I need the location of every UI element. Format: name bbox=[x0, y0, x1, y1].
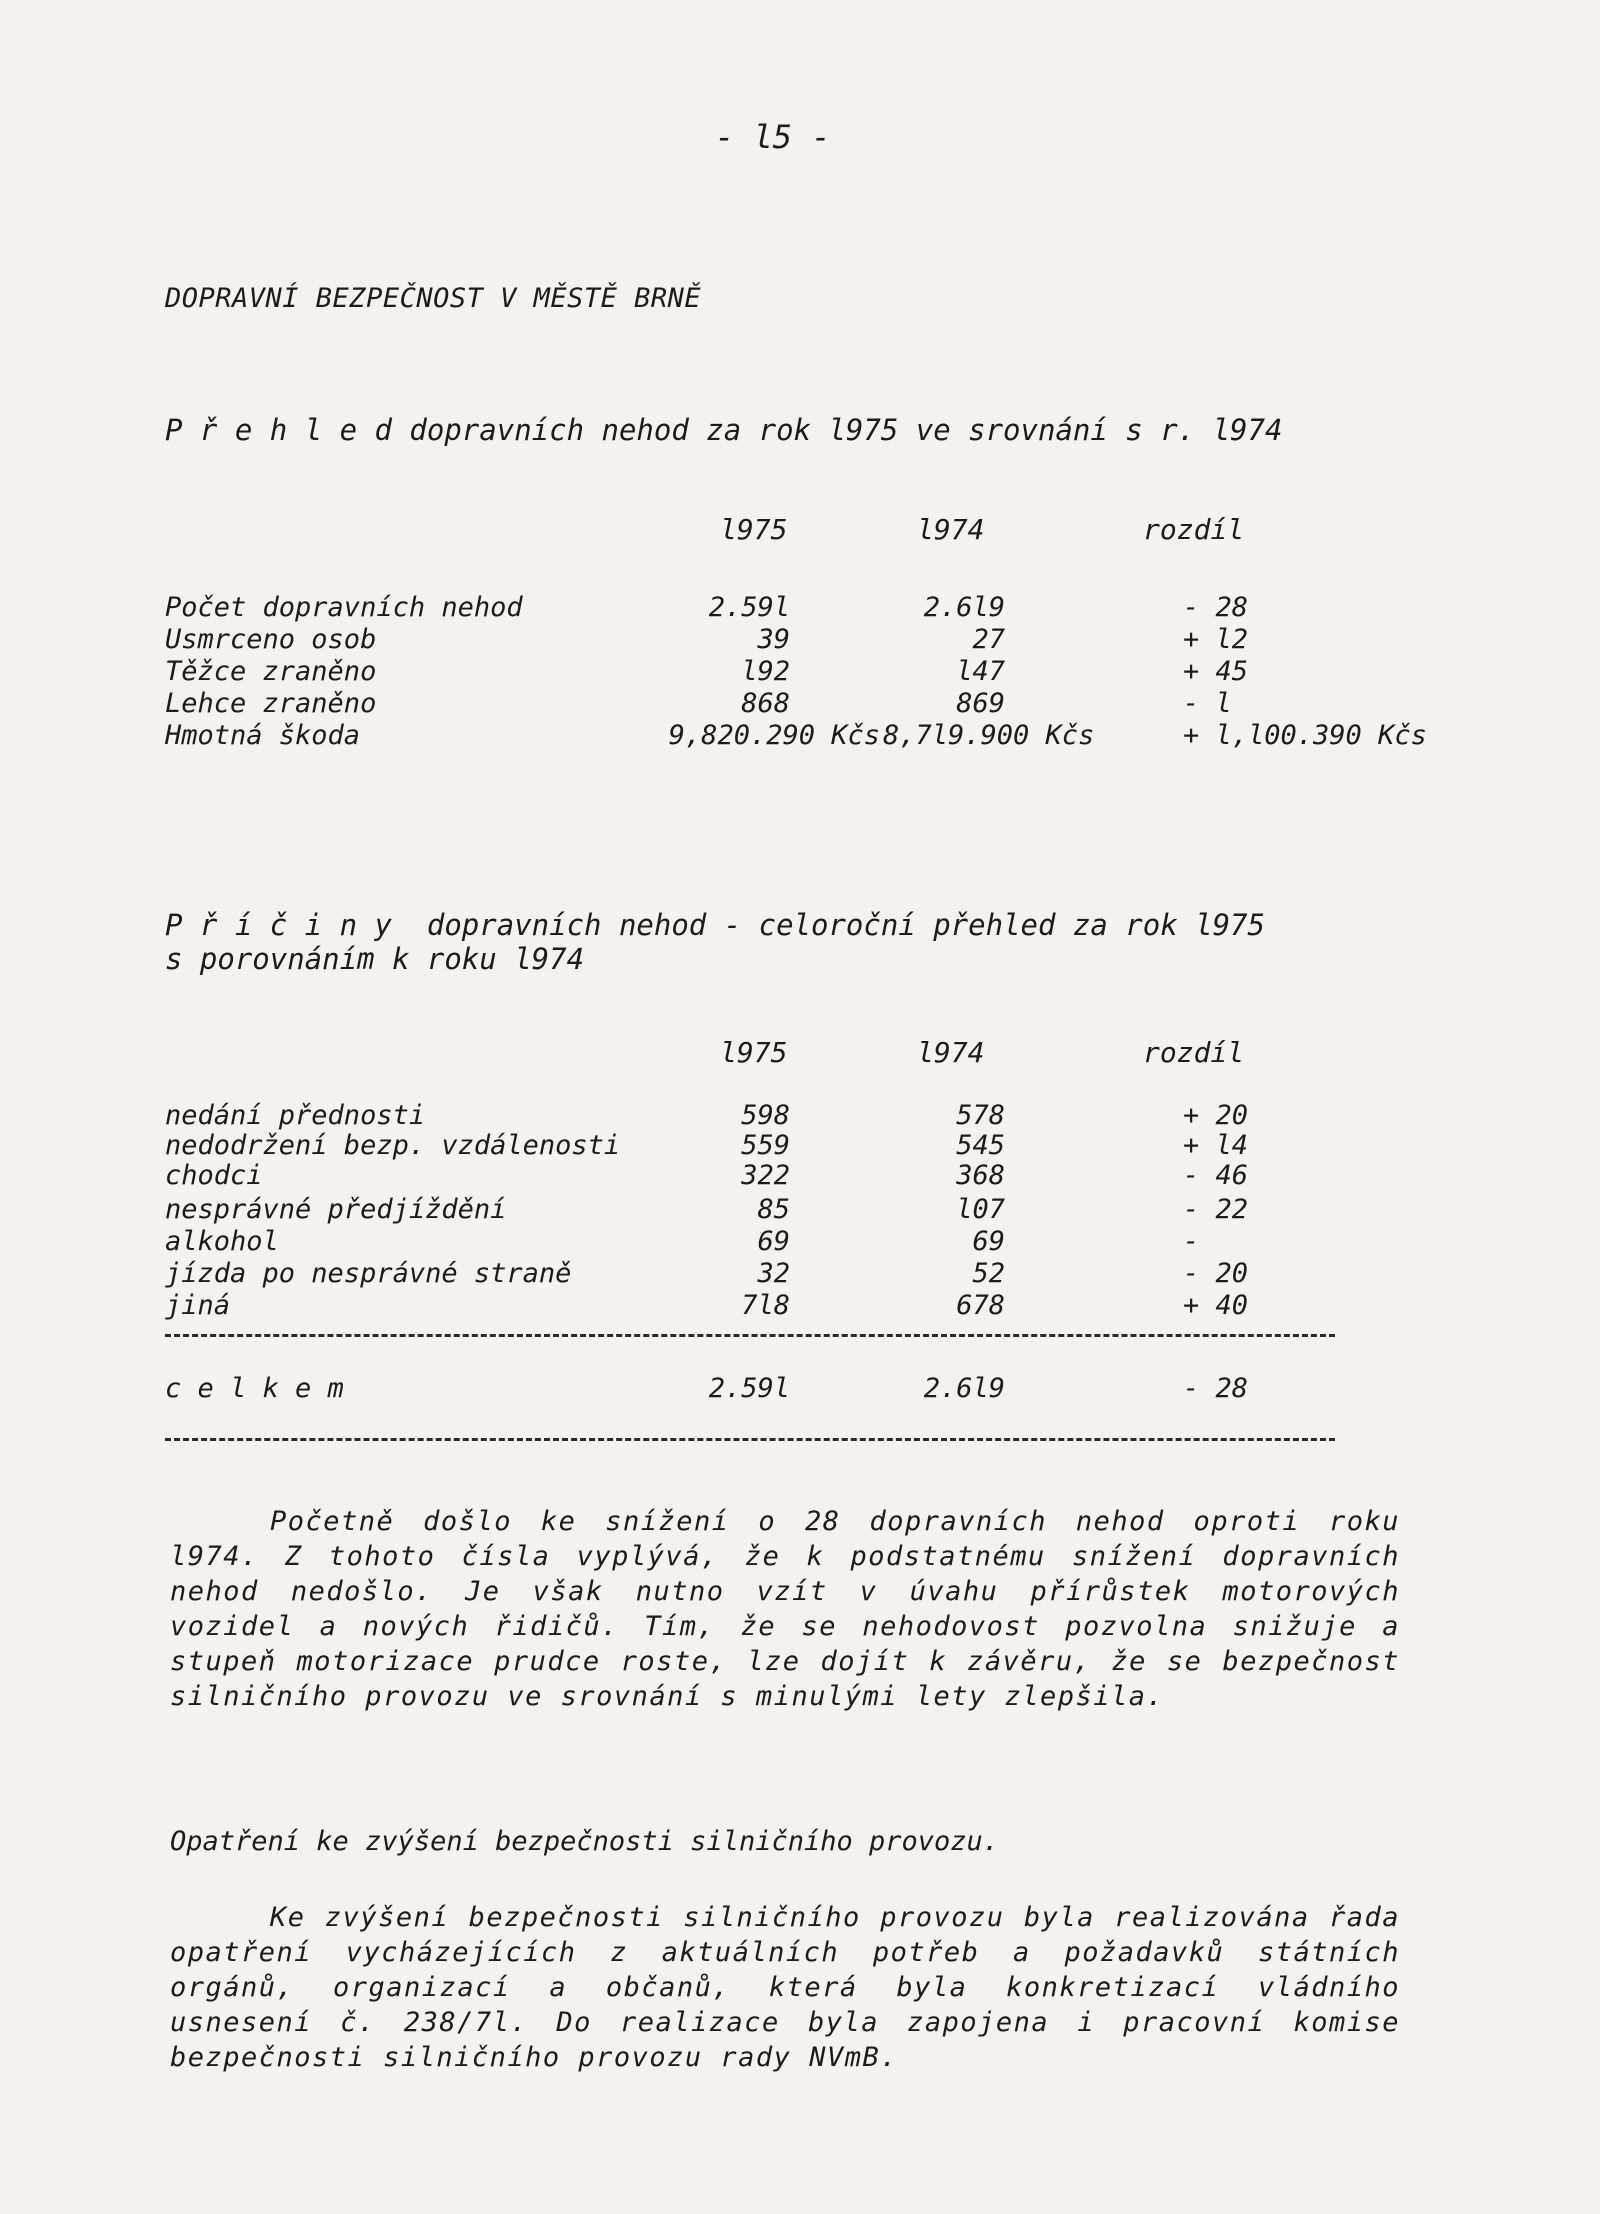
table1-row-label: Počet dopravních nehod bbox=[165, 592, 523, 623]
table2-value-1975: 69 bbox=[757, 1226, 790, 1257]
table2-value-1974: 52 bbox=[972, 1258, 1005, 1289]
table2-value-1975: 598 bbox=[741, 1100, 790, 1131]
table2-row-label: nedodržení bezp. vzdálenosti bbox=[165, 1130, 621, 1161]
table1-value-diff: + l2 bbox=[1183, 624, 1249, 655]
table2-title-line2: s porovnáním k roku l974 bbox=[165, 942, 585, 976]
table1-row-label: Hmotná škoda bbox=[165, 720, 361, 751]
table1-value-1974: 27 bbox=[972, 624, 1005, 655]
table2-col-1974: l974 bbox=[917, 1036, 985, 1069]
table2-value-diff: - 46 bbox=[1183, 1160, 1249, 1191]
paragraph-measures-text: Ke zvýšení bezpečnosti silničního provozu byla realizována řada opatření vycházejících z aktuálních potřeb a požadavků státních orgánů, organizací a občanů, která byla konkretizací vládního usnesení č. 238/7l. Do realizace byla zapojena i pracovní komise bezpečnosti silničního provozu rady NVmB. bbox=[170, 1902, 1400, 2073]
table1-title: P ř e h l e d dopravních nehod za rok l975 ve srovnání s r. l974 bbox=[165, 413, 1283, 447]
page-heading: DOPRAVNÍ BEZPEČNOST V MĚSTĚ BRNĚ bbox=[165, 283, 702, 314]
table2-value-diff: + l4 bbox=[1183, 1130, 1249, 1161]
table1-row-label: Lehce zraněno bbox=[165, 688, 377, 719]
table2-value-1974: 678 bbox=[956, 1290, 1005, 1321]
table1-value-1975: 868 bbox=[741, 688, 790, 719]
table2-total-1974: 2.6l9 bbox=[923, 1373, 1005, 1404]
table2-value-1974: 368 bbox=[956, 1160, 1005, 1191]
table-divider-bottom bbox=[165, 1438, 1335, 1441]
table1-value-1975: l92 bbox=[741, 656, 790, 687]
table2-value-diff: - 20 bbox=[1183, 1258, 1249, 1289]
table2-value-diff: - 22 bbox=[1183, 1194, 1249, 1225]
table2-value-1974: 69 bbox=[972, 1226, 1005, 1257]
paragraph-measures bbox=[170, 1900, 1400, 2075]
table1-value-1974: 8,7l9.900 Kčs bbox=[883, 720, 1095, 751]
table2-value-1974: l07 bbox=[956, 1194, 1005, 1225]
table2-row-label: chodci bbox=[165, 1160, 263, 1191]
table1-value-1975: 9,820.290 Kčs bbox=[668, 720, 880, 751]
table2-value-1975: 32 bbox=[757, 1258, 790, 1289]
table2-value-1975: 559 bbox=[741, 1130, 790, 1161]
table1-value-diff: + l,l00.390 Kčs bbox=[1183, 720, 1427, 751]
paragraph-summary bbox=[170, 1504, 1400, 1714]
table2-value-diff: - bbox=[1183, 1226, 1200, 1257]
table2-row-label: jiná bbox=[165, 1290, 231, 1321]
table2-row-label: nedání přednosti bbox=[165, 1100, 426, 1131]
table1-value-1975: 39 bbox=[757, 624, 790, 655]
table1-value-diff: - l bbox=[1183, 688, 1232, 719]
table2-value-1974: 545 bbox=[956, 1130, 1005, 1161]
table1-value-1974: 869 bbox=[956, 688, 1005, 719]
table2-row-label: jízda po nesprávné straně bbox=[165, 1258, 572, 1289]
page-number: - l5 - bbox=[715, 118, 831, 156]
table1-value-diff: + 45 bbox=[1183, 656, 1249, 687]
table2-total-1975: 2.59l bbox=[708, 1373, 790, 1404]
table1-col-1975: l975 bbox=[720, 513, 788, 546]
table1-value-1974: 2.6l9 bbox=[923, 592, 1005, 623]
table2-value-1975: 85 bbox=[757, 1194, 790, 1225]
table2-col-diff: rozdíl bbox=[1143, 1036, 1245, 1069]
table1-value-1974: l47 bbox=[956, 656, 1005, 687]
table1-value-1975: 2.59l bbox=[708, 592, 790, 623]
table2-value-1975: 7l8 bbox=[741, 1290, 790, 1321]
table2-row-label: nesprávné předjíždění bbox=[165, 1194, 507, 1225]
table2-value-1975: 322 bbox=[741, 1160, 790, 1191]
table1-col-1974: l974 bbox=[917, 513, 985, 546]
section-title: Opatření ke zvýšení bezpečnosti silničního provozu. bbox=[170, 1826, 1000, 1857]
table2-value-diff: + 40 bbox=[1183, 1290, 1249, 1321]
table-divider-top bbox=[165, 1334, 1335, 1337]
table1-row-label: Těžce zraněno bbox=[165, 656, 377, 687]
table2-total-diff: - 28 bbox=[1183, 1373, 1249, 1404]
table1-value-diff: - 28 bbox=[1183, 592, 1249, 623]
table2-value-1974: 578 bbox=[956, 1100, 1005, 1131]
table1-col-diff: rozdíl bbox=[1143, 513, 1245, 546]
table2-col-1975: l975 bbox=[720, 1036, 788, 1069]
table2-row-label: alkohol bbox=[165, 1226, 279, 1257]
table2-title-line1: P ř í č i n y dopravních nehod - celoroční přehled za rok l975 bbox=[165, 908, 1265, 942]
table2-total-label: c e l k e m bbox=[165, 1373, 344, 1404]
table2-value-diff: + 20 bbox=[1183, 1100, 1249, 1131]
table1-row-label: Usmrceno osob bbox=[165, 624, 377, 655]
paragraph-summary-text: Početně došlo ke snížení o 28 dopravních nehod oproti roku l974. Z tohoto čísla vyplývá, že k podstatnému snížení dopravních nehod nedošlo. Je však nutno vzít v úvahu přírůstek motorových vozidel a nových řidičů. Tím, že se nehodovost pozvolna snižuje a stupeň motorizace prudce roste, lze dojít k závěru, že se bezpečnost silničního provozu ve srovnání s minulými lety zlepšila. bbox=[170, 1506, 1400, 1712]
